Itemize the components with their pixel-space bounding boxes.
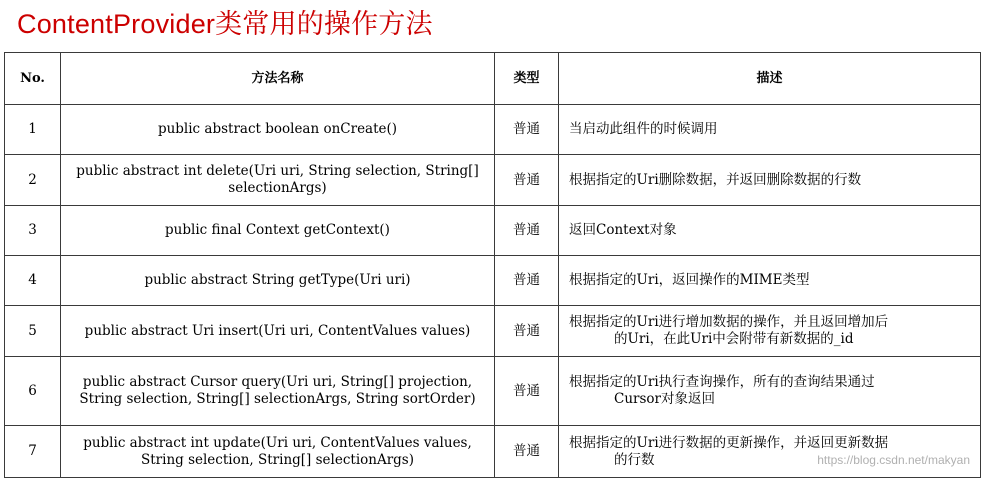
watermark: https://blog.csdn.net/makyan	[817, 453, 970, 467]
method-description	[559, 256, 981, 306]
header-desc: 描述	[559, 53, 981, 105]
row-number: 2	[5, 155, 61, 206]
method-type: 普通	[495, 206, 559, 256]
table-row	[5, 155, 981, 206]
method-type: 普通	[495, 105, 559, 155]
method-table	[4, 52, 981, 478]
description-line: 根据指定的Uri进行增加数据的操作，并且返回增加后	[569, 314, 889, 330]
description-line: 根据指定的Uri，返回操作的MIME类型	[569, 272, 810, 288]
method-description	[559, 357, 981, 426]
description-line: 返回Context对象	[569, 222, 677, 238]
description-line: 当启动此组件的时候调用	[569, 121, 718, 137]
method-type: 普通	[495, 306, 559, 357]
method-type: 普通	[495, 357, 559, 426]
table-row	[5, 426, 981, 478]
row-number: 6	[5, 357, 61, 426]
method-type: 普通	[495, 426, 559, 478]
table-row	[5, 357, 981, 426]
method-signature: public abstract Cursor query(Uri uri, String[] projection, String selection, String[] selectionArgs, String sortOrder)	[61, 357, 495, 426]
header-no: No.	[5, 53, 61, 105]
method-description	[559, 306, 981, 357]
method-signature: public abstract String getType(Uri uri)	[61, 256, 495, 306]
method-description	[559, 206, 981, 256]
method-type: 普通	[495, 256, 559, 306]
description-line: 根据指定的Uri删除数据，并返回删除数据的行数	[569, 171, 862, 188]
description-line-2: 的Uri，在此Uri中会附带有新数据的_id	[614, 331, 854, 347]
method-description	[559, 155, 981, 206]
method-type: 普通	[495, 155, 559, 206]
table-row	[5, 105, 981, 155]
header-method: 方法名称	[61, 53, 495, 105]
table-row	[5, 306, 981, 357]
description-line: 根据指定的Uri进行数据的更新操作，并返回更新数据	[569, 434, 889, 451]
row-number: 7	[5, 426, 61, 478]
method-description	[559, 426, 981, 478]
description-line-2: 的行数	[614, 451, 655, 468]
method-signature: public abstract int update(Uri uri, ContentValues values, String selection, String[] selectionArgs)	[61, 426, 495, 478]
method-description	[559, 105, 981, 155]
method-signature: public abstract Uri insert(Uri uri, ContentValues values)	[61, 306, 495, 357]
method-signature: public abstract boolean onCreate()	[61, 105, 495, 155]
row-number: 3	[5, 206, 61, 256]
row-number: 4	[5, 256, 61, 306]
description-line: 根据指定的Uri执行查询操作，所有的查询结果通过	[569, 374, 875, 390]
method-signature: public final Context getContext()	[61, 206, 495, 256]
description-line-2: Cursor对象返回	[614, 391, 715, 407]
row-number: 1	[5, 105, 61, 155]
page-title: ContentProvider类常用的操作方法	[17, 9, 433, 39]
header-type: 类型	[495, 53, 559, 105]
row-number: 5	[5, 306, 61, 357]
table-row	[5, 256, 981, 306]
table-row	[5, 206, 981, 256]
method-signature: public abstract int delete(Uri uri, String selection, String[] selectionArgs)	[61, 155, 495, 206]
table-header-row	[5, 53, 981, 105]
